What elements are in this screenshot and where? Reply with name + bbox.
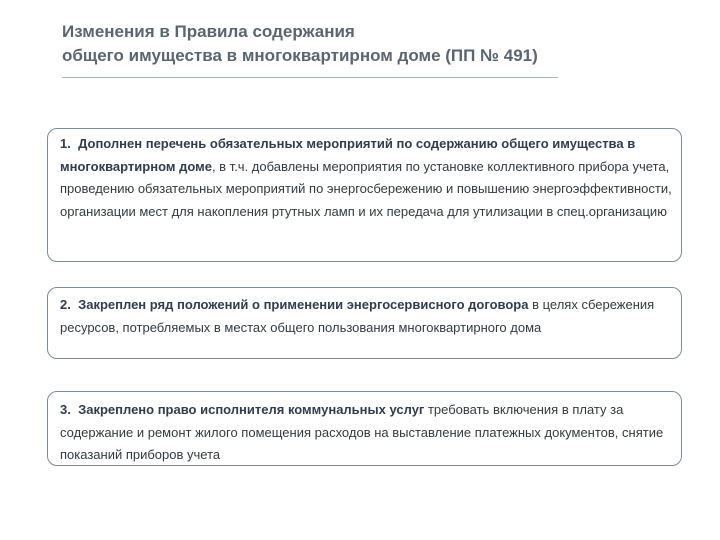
title-underline [62,77,558,78]
item-number: 1. [60,136,71,151]
item-lead: Дополнен перечень обязательных мероприятий по содержанию общего имущества в многоквартирном доме [60,136,636,174]
item-number: 2. [60,297,71,312]
item-body: в целях сбережения ресурсов, потребляемых в местах общего пользования многоквартирного дома [60,297,655,335]
item-lead: Закреплено право исполнителя коммунальных услуг [78,402,425,417]
item-box-1 [47,128,682,262]
item-lead: Закреплен ряд положений о применении энергосервисного договора [78,297,529,312]
title-line-1: Изменения в Правила содержания [62,22,355,41]
item-box-2 [47,287,682,359]
item-body: , в т.ч. добавлены мероприятия по установке коллективного прибора учета, проведению обязательных мероприятий по энергосбережению и повышению энергоэффективности, организации мест для накопления ртутных ламп и их передача для утилизации в спец.организацию [60,158,672,219]
item-body: требовать включения в плату за содержание и ремонт жилого помещения расходов на выставление платежных документов, снятие показаний приборов учета [60,402,664,462]
item-box-3 [47,391,682,466]
item-text-2 [60,294,673,339]
item-text-1 [60,133,673,223]
page-title [62,20,662,68]
item-text-3 [60,399,673,467]
title-line-2: общего имущества в многоквартирном доме (ПП № 491) [62,46,538,65]
item-number: 3. [60,402,71,417]
